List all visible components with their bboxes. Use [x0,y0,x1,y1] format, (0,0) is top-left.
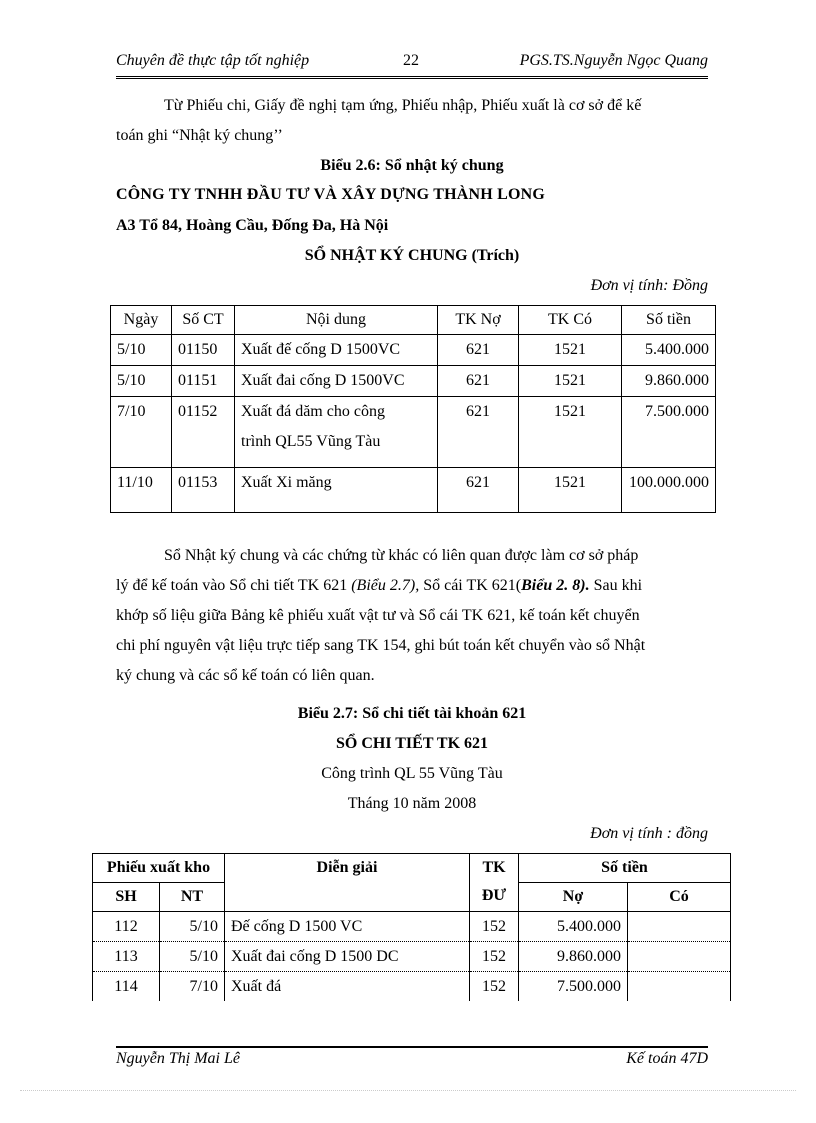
footer-divider [116,1046,708,1048]
cell-amount: 100.000.000 [622,468,716,513]
cell-doc: 01150 [172,335,235,366]
cell-debit: 621 [438,397,519,468]
cell-credit: 1521 [519,366,622,397]
cell-date: 5/10 [111,335,172,366]
detail-caption: Biểu 2.7: Sổ chi tiết tài khoản 621 [297,705,527,722]
cell-content [235,397,438,468]
cell-credit: 1521 [519,468,622,513]
col-doc: Số CT [172,306,235,335]
cell-sh: 112 [93,912,160,942]
cell-co [628,912,731,942]
body-line-5: ký chung và các sổ kế toán có liên quan. [116,667,375,684]
cell-doc: 01152 [172,397,235,468]
cell-nt: 5/10 [160,942,225,972]
ledger-header-row-1 [93,854,731,883]
company-address: A3 Tổ 84, Hoàng Cầu, Đống Đa, Hà Nội [116,217,389,234]
col-voucher: Phiếu xuất kho [93,854,225,883]
header-supervisor: PGS.TS.Nguyễn Ngọc Quang [519,52,708,69]
col-no: Nợ [519,883,628,912]
cell-credit: 1521 [519,335,622,366]
cell-content-line-1: Xuất đá dăm cho công [241,403,385,420]
journal-header-row [111,306,716,335]
col-date: Ngày [111,306,172,335]
col-amount-group: Số tiền [519,854,731,883]
col-tk-bottom: ĐƯ [481,887,507,904]
header-document-title: Chuyên đề thực tập tốt nghiệp [116,52,310,69]
cell-sh: 113 [93,942,160,972]
journal-table [110,305,716,513]
ref-bieu-2-8: Biểu 2. 8). [521,577,590,594]
cell-desc: Xuất đai cống D 1500 DC [225,942,470,972]
footer-class: Kế toán 47D [626,1050,708,1067]
intro-line-1: Từ Phiếu chi, Giấy đề nghị tạm ứng, Phiếu nhập, Phiếu xuất là cơ sở để kế [164,97,642,114]
cell-content-line-2: trình QL55 Vũng Tàu [241,433,381,450]
detail-project: Công trình QL 55 Vũng Tàu [321,765,503,782]
cell-amount: 9.860.000 [622,366,716,397]
col-tk [470,854,519,912]
cell-no: 9.860.000 [519,942,628,972]
cell-tk: 152 [470,912,519,942]
cell-desc: Xuất đá [225,972,470,1002]
cell-date: 11/10 [111,468,172,513]
cell-tk: 152 [470,972,519,1002]
cell-content: Xuất Xi măng [235,468,438,513]
body-line-2a: lý để kế toán vào Sổ chi tiết TK 621 [116,577,352,594]
cell-tk: 152 [470,942,519,972]
journal-row [111,335,716,366]
cell-no: 5.400.000 [519,912,628,942]
ledger-row [93,972,731,1002]
detail-unit: Đơn vị tính : đồng [590,825,708,842]
cell-nt: 5/10 [160,912,225,942]
cell-amount: 5.400.000 [622,335,716,366]
body-line-2c: Sổ cái TK 621( [419,577,522,594]
body-line-1: Sổ Nhật ký chung và các chứng từ khác có liên quan được làm cơ sở pháp [164,547,639,564]
ref-bieu-2-7: (Biểu 2.7), [351,577,420,594]
cell-debit: 621 [438,366,519,397]
col-credit: TK Có [519,306,622,335]
page-number: 22 [403,52,419,69]
journal-row [111,397,716,468]
col-content: Nội dung [235,306,438,335]
cell-doc: 01151 [172,366,235,397]
cell-co [628,972,731,1002]
journal-unit: Đơn vị tính: Đồng [590,277,708,294]
footer-author: Nguyễn Thị Mai Lê [116,1050,240,1067]
col-description: Diễn giải [225,854,470,912]
ledger-row [93,912,731,942]
cell-debit: 621 [438,335,519,366]
cell-date: 5/10 [111,366,172,397]
journal-title: SỔ NHẬT KÝ CHUNG (Trích) [304,247,520,264]
journal-caption: Biểu 2.6: Sổ nhật ký chung [320,157,504,174]
cell-content: Xuất đế cống D 1500VC [235,335,438,366]
cell-nt: 7/10 [160,972,225,1002]
cell-sh: 114 [93,972,160,1002]
col-sh: SH [93,883,160,912]
cell-content: Xuất đai cống D 1500VC [235,366,438,397]
cell-doc: 01153 [172,468,235,513]
cell-credit: 1521 [519,397,622,468]
body-line-2 [116,571,708,601]
ledger-table [92,853,731,1001]
body-line-3: khớp số liệu giữa Bảng kê phiếu xuất vật tư và Sổ cái TK 621, kế toán kết chuyển [116,607,640,624]
detail-title: SỔ CHI TIẾT TK 621 [335,735,489,752]
page-edge-divider [20,1090,796,1091]
company-name: CÔNG TY TNHH ĐẦU TƯ VÀ XÂY DỰNG THÀNH LONG [116,186,546,203]
cell-amount: 7.500.000 [622,397,716,468]
body-line-4: chi phí nguyên vật liệu trực tiếp sang TK 154, ghi bút toán kết chuyển vào sổ Nhật [116,637,646,654]
col-amount: Số tiền [622,306,716,335]
col-co: Có [628,883,731,912]
cell-debit: 621 [438,468,519,513]
col-debit: TK Nợ [438,306,519,335]
journal-row [111,366,716,397]
col-tk-top: TK [482,859,506,876]
cell-date: 7/10 [111,397,172,468]
cell-desc: Đế cống D 1500 VC [225,912,470,942]
journal-row [111,468,716,513]
intro-line-2: toán ghi “Nhật ký chung’’ [116,127,283,144]
detail-period: Tháng 10 năm 2008 [347,795,477,812]
ledger-row [93,942,731,972]
header-divider [116,76,708,79]
body-line-2e: Sau khi [589,577,643,594]
col-nt: NT [160,883,225,912]
cell-co [628,942,731,972]
page-header [116,52,708,76]
cell-no: 7.500.000 [519,972,628,1002]
